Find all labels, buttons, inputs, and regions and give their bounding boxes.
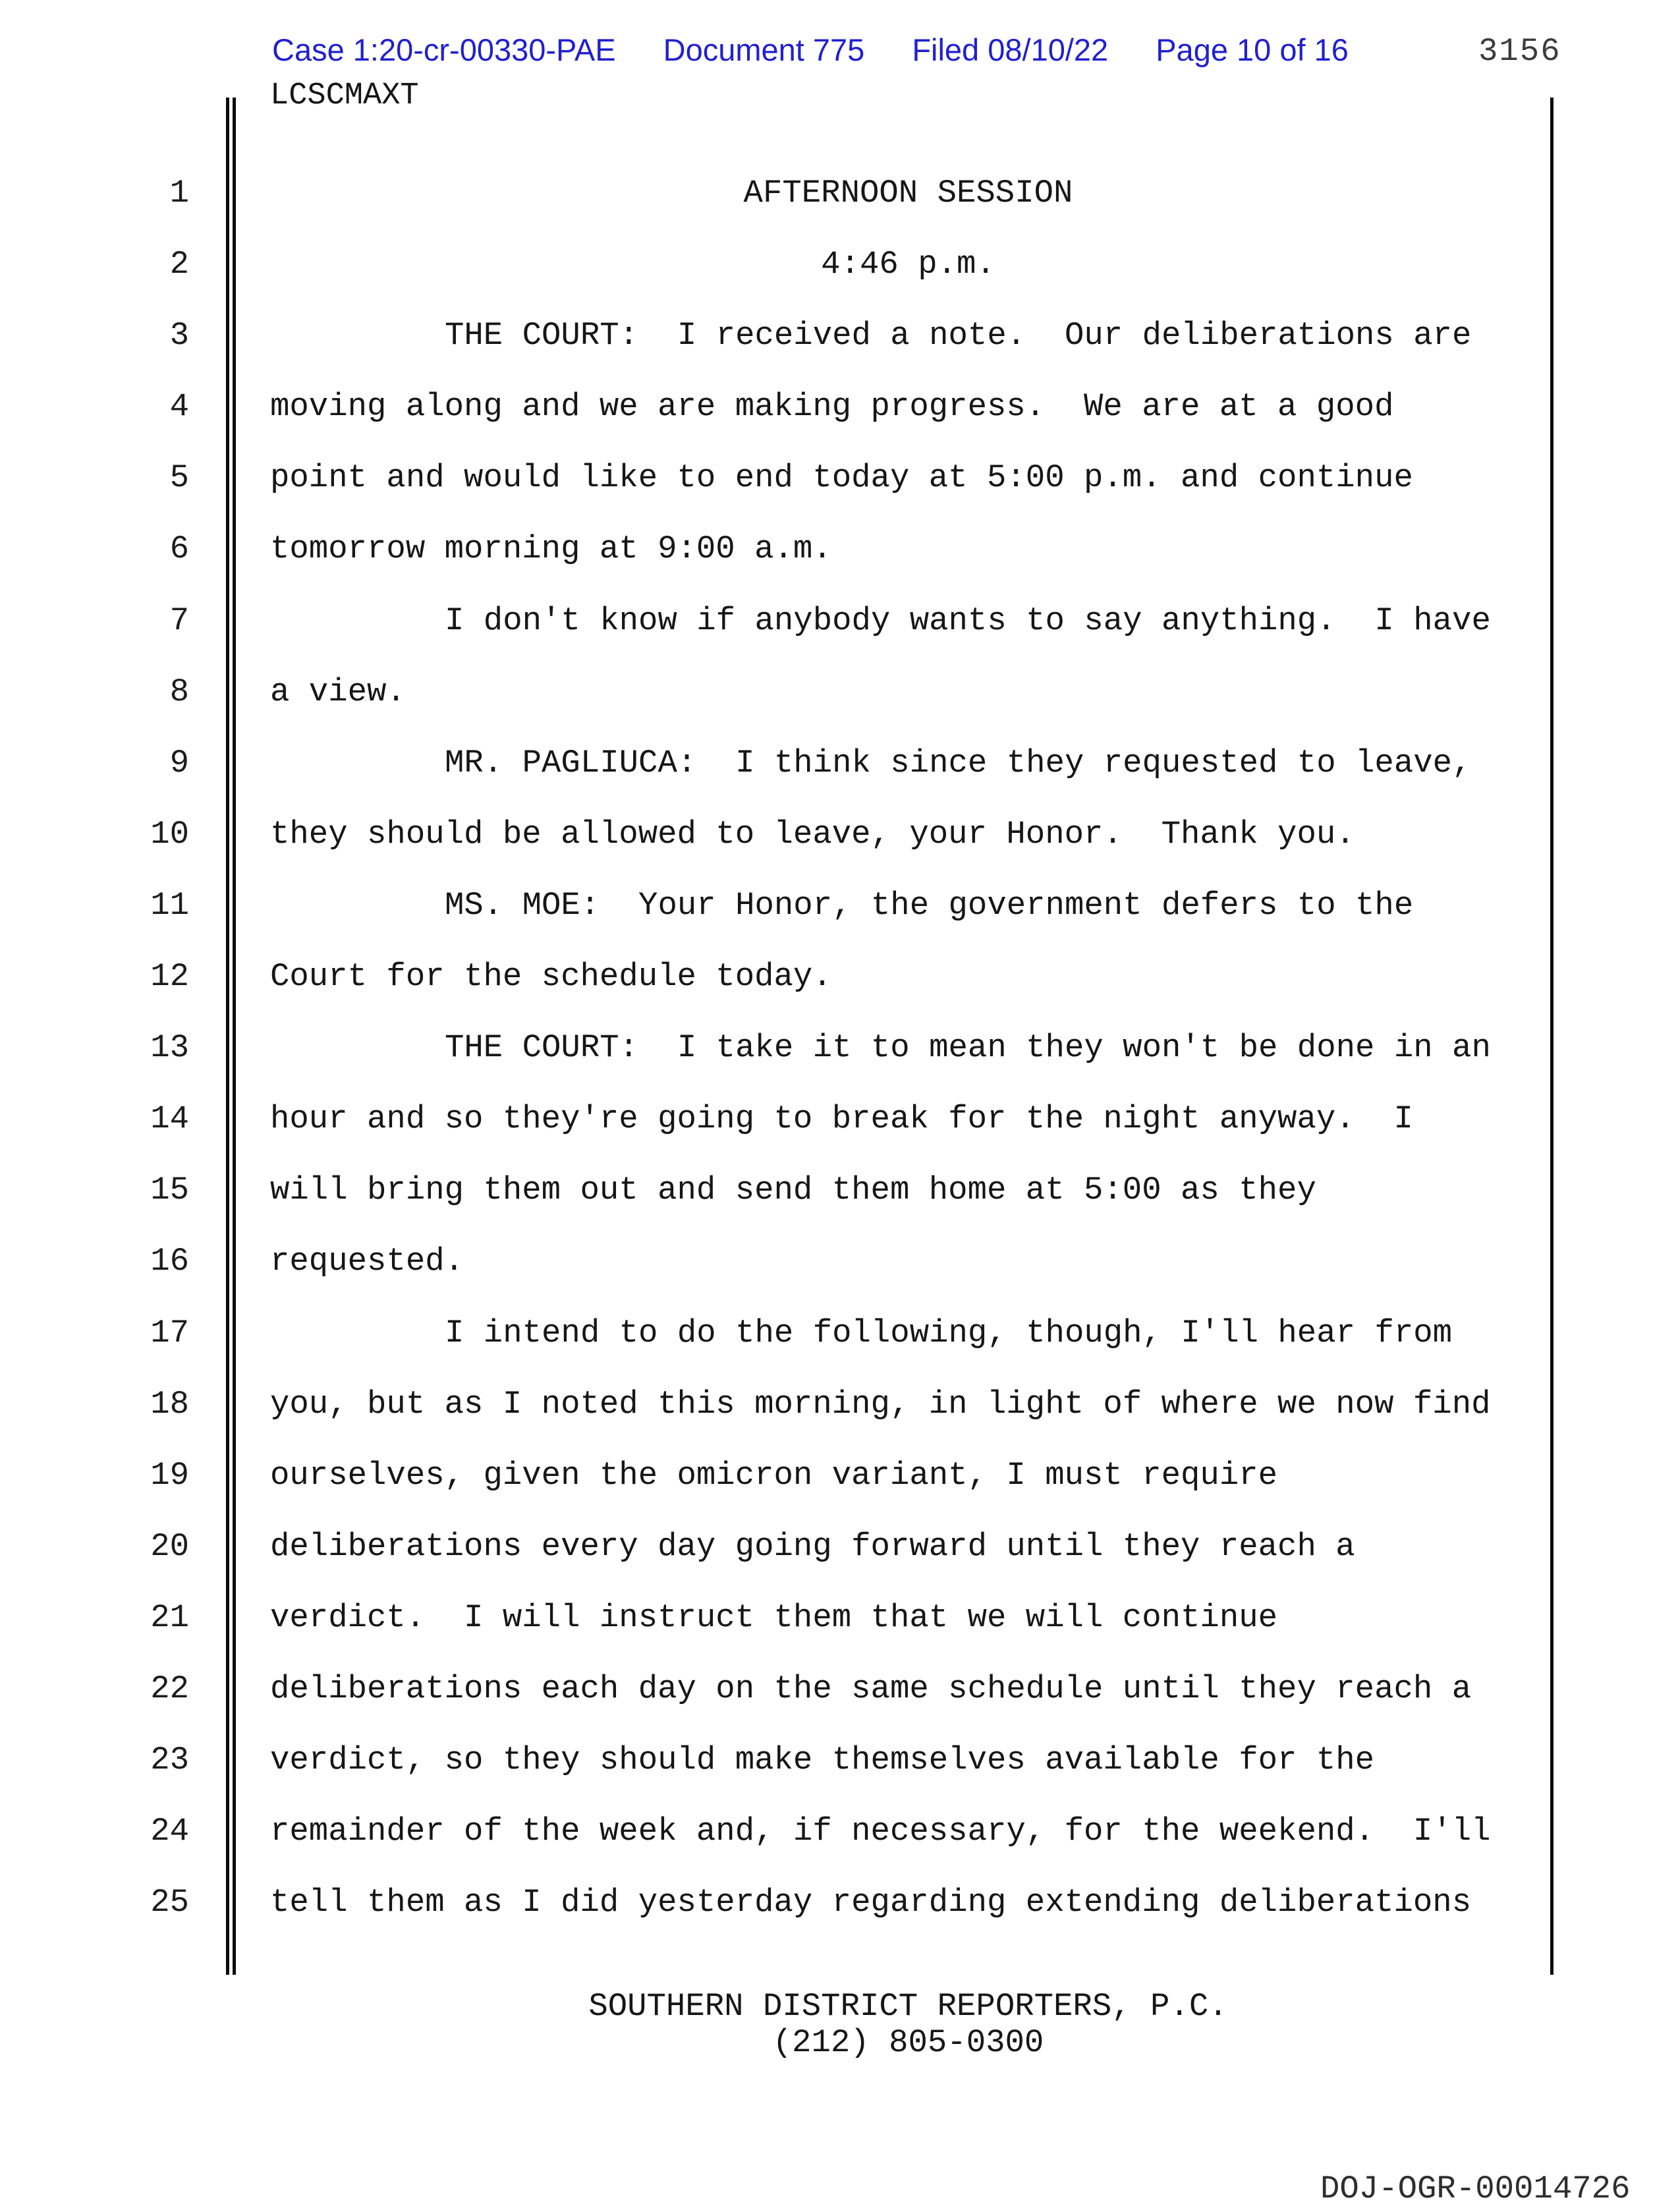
line-number: 14 [150,1100,189,1138]
transcript-line [0,1226,1680,1297]
line-number: 9 [169,744,189,781]
line-text: tell them as I did yesterday regarding extending deliberations [270,1884,1472,1921]
line-text: Court for the schedule today. [270,958,832,996]
line-text: 4:46 p.m. [821,246,995,283]
line-number: 6 [169,530,189,568]
transcript-line [0,870,1680,941]
document-number: Document 775 [663,32,865,67]
line-number: 8 [169,673,189,710]
line-text: remainder of the week and, if necessary, for the weekend. I'll [270,1813,1491,1850]
reporter-footer [270,1989,1546,2061]
line-number: 3 [169,317,189,354]
line-number: 10 [150,815,189,853]
line-text: deliberations each day on the same schedule until they reach a [270,1670,1472,1707]
line-number: 7 [169,602,189,639]
doj-bates-number: DOJ-OGR-00014726 [1320,2170,1631,2207]
line-number: 5 [169,459,189,497]
line-number: 19 [150,1456,189,1494]
transcript-line [0,1653,1680,1724]
line-number: 16 [150,1243,189,1280]
transcript-page-number: 3156 [1478,33,1561,70]
transcript-line [0,1083,1680,1154]
transcript-line [0,1796,1680,1867]
transcript-line [0,727,1680,799]
line-number: 25 [150,1884,189,1921]
transcript-line [0,442,1680,513]
transcript-id: LCSCMAXT [270,78,419,113]
line-text: I don't know if anybody wants to say anything. I have [445,602,1491,639]
line-text: MS. MOE: Your Honor, the government defers to the [445,886,1414,924]
case-number: Case 1:20-cr-00330-PAE [272,32,616,67]
line-text: requested. [270,1243,464,1280]
line-number: 24 [150,1813,189,1850]
line-text: will bring them out and send them home at 5:00 as they [270,1172,1316,1209]
ecf-header-stamp [272,33,1349,67]
line-text: deliberations every day going forward until they reach a [270,1527,1355,1565]
transcript-line [0,513,1680,584]
page-indicator: Page 10 of 16 [1156,32,1349,67]
line-number: 13 [150,1029,189,1067]
transcript-line [0,1582,1680,1653]
transcript-line [0,1724,1680,1796]
transcript-body [0,157,1680,1938]
line-text: hour and so they're going to break for the night anyway. I [270,1100,1413,1138]
transcript-line [0,371,1680,442]
reporter-name: SOUTHERN DISTRICT REPORTERS, P.C. [588,1988,1228,2025]
transcript-line [0,1511,1680,1582]
line-number: 21 [150,1599,189,1636]
line-text: verdict. I will instruct them that we will continue [270,1599,1278,1636]
line-text: AFTERNOON SESSION [743,175,1073,212]
line-text: a view. [270,673,406,710]
line-number: 22 [150,1670,189,1707]
line-number: 12 [150,958,189,996]
line-text: verdict, so they should make themselves available for the [270,1742,1375,1779]
line-text: MR. PAGLIUCA: I think since they requested to leave, [445,744,1472,781]
line-text: they should be allowed to leave, your Honor. Thank you. [270,815,1355,853]
transcript-line [0,1440,1680,1511]
transcript-line [0,1012,1680,1083]
transcript-line [0,229,1680,300]
line-number: 15 [150,1172,189,1209]
line-number: 1 [169,175,189,212]
transcript-line [0,1867,1680,1938]
line-number: 11 [150,886,189,924]
line-text: THE COURT: I received a note. Our deliberations are [445,317,1472,354]
transcript-line [0,585,1680,656]
transcript-line [0,941,1680,1012]
line-text: THE COURT: I take it to mean they won't be done in an [445,1029,1491,1067]
transcript-line [0,1369,1680,1440]
line-text: you, but as I noted this morning, in light of where we now find [270,1385,1491,1423]
line-number: 17 [150,1314,189,1351]
transcript-line [0,656,1680,727]
line-number: 18 [150,1385,189,1423]
line-text: moving along and we are making progress. We are at a good [270,388,1394,426]
reporter-phone: (212) 805-0300 [772,2024,1044,2061]
line-text: ourselves, given the omicron variant, I must require [270,1456,1278,1494]
transcript-line [0,300,1680,371]
line-text: tomorrow morning at 9:00 a.m. [270,530,832,568]
transcript-line [0,1154,1680,1226]
line-number: 2 [169,246,189,283]
transcript-line [0,1297,1680,1369]
line-number: 4 [169,388,189,426]
transcript-line [0,799,1680,870]
line-text: I intend to do the following, though, I'll hear from [445,1314,1453,1351]
transcript-line [0,157,1680,229]
line-number: 23 [150,1742,189,1779]
line-number: 20 [150,1527,189,1565]
filed-date: Filed 08/10/22 [912,32,1109,67]
line-text: point and would like to end today at 5:00 p.m. and continue [270,459,1413,497]
